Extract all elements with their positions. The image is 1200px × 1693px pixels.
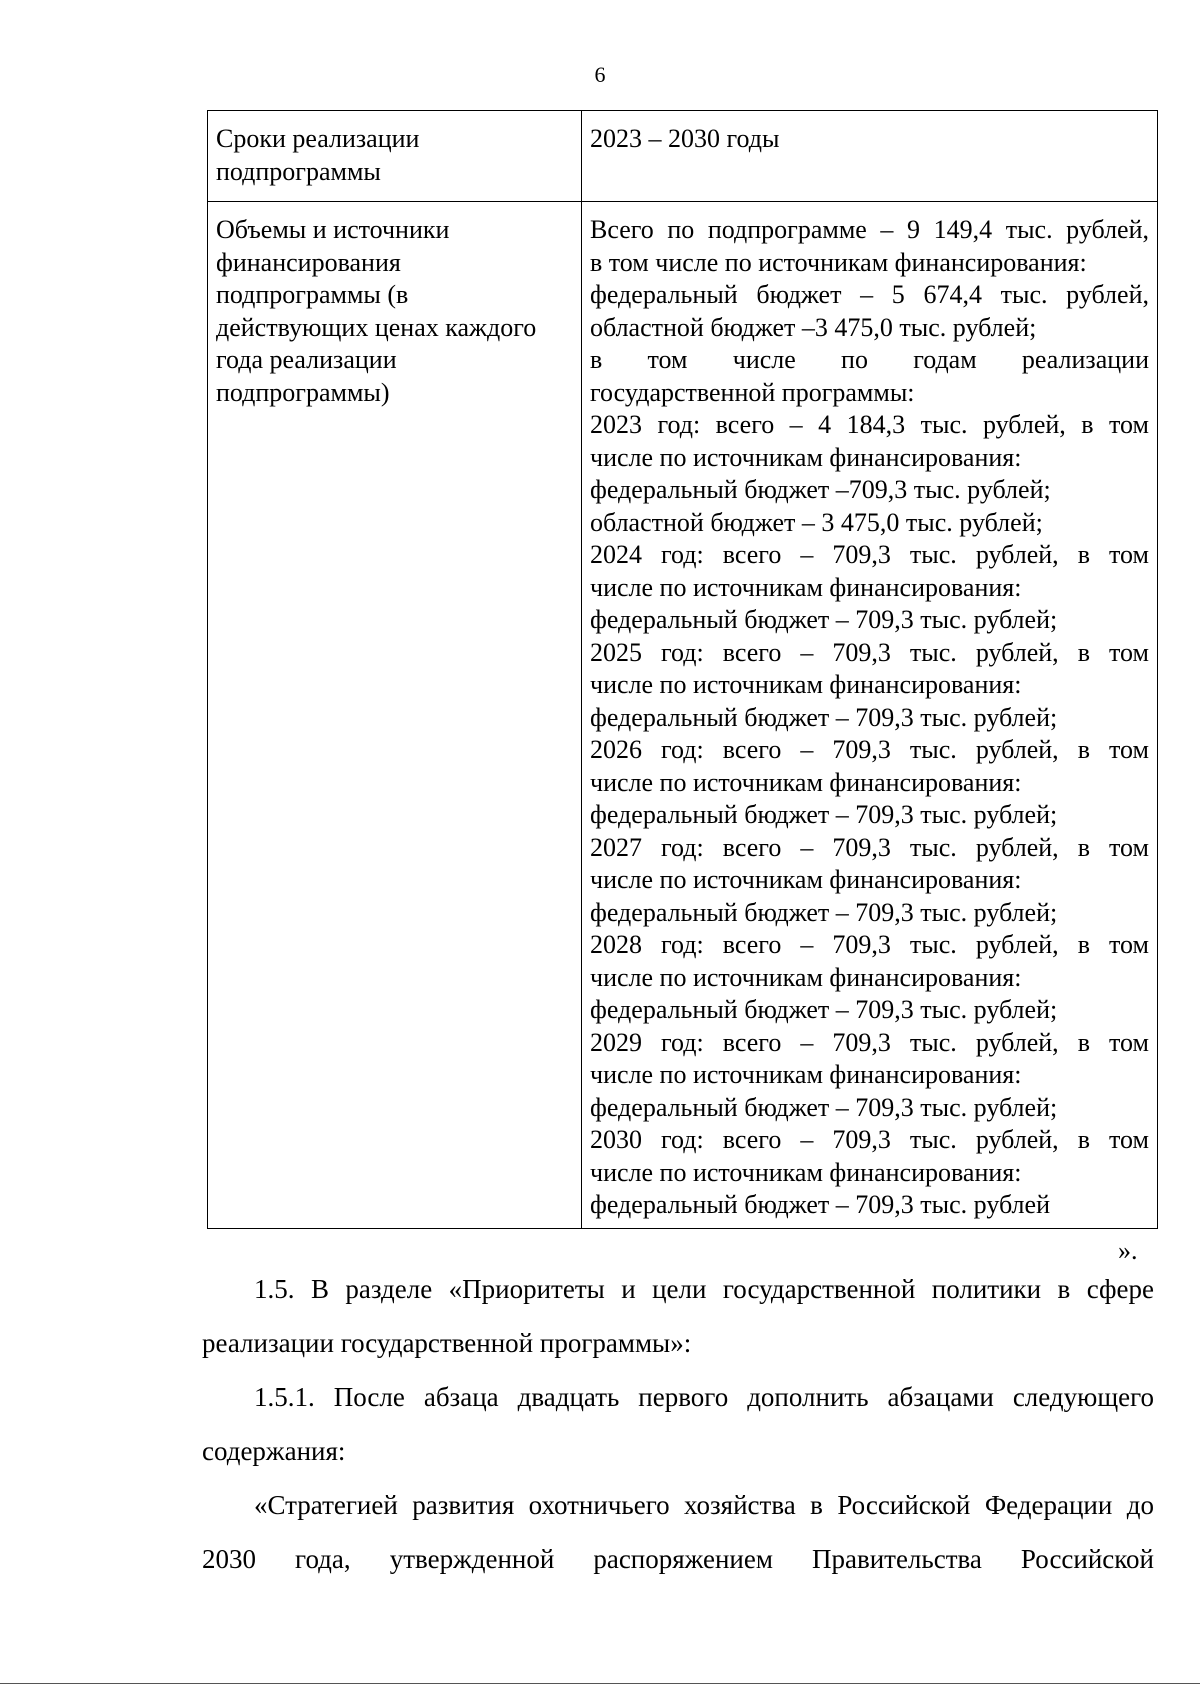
funding-value-line: федеральный бюджет – 709,3 тыс. рублей; bbox=[590, 995, 1058, 1024]
terms-value-cell bbox=[582, 111, 1158, 202]
funding-value-line: областной бюджет –3 475,0 тыс. рублей; bbox=[590, 312, 1037, 342]
funding-value-line: федеральный бюджет – 709,3 тыс. рублей; bbox=[590, 702, 1058, 732]
table-row-terms bbox=[208, 111, 1158, 202]
funding-value-line: числе по источникам финансирования: bbox=[590, 442, 1022, 472]
funding-value-line: в том числе по источникам финансирования: bbox=[590, 247, 1087, 277]
terms-label-line: подпрограммы bbox=[216, 156, 381, 186]
page-number: 6 bbox=[594, 62, 606, 87]
funding-label-line: финансирования bbox=[216, 247, 401, 277]
paragraph-line: 1.5. В разделе «Приоритеты и цели государственной политики в сфере bbox=[254, 1274, 1154, 1304]
funding-value-line: государственной программы: bbox=[590, 377, 915, 407]
funding-label-line: Объемы и источники bbox=[216, 215, 450, 244]
closing-quote: ». bbox=[1118, 1236, 1138, 1265]
funding-label-line: подпрограммы) bbox=[216, 377, 390, 407]
funding-value-line: 2029 год: всего – 709,3 тыс. рублей, в том bbox=[590, 1027, 1149, 1057]
funding-value-line: федеральный бюджет –709,3 тыс. рублей; bbox=[590, 475, 1051, 504]
funding-value-line: федеральный бюджет – 5 674,4 тыс. рублей, bbox=[590, 280, 1149, 309]
paragraph-line: содержания: bbox=[202, 1436, 346, 1466]
paragraph-1-5 bbox=[202, 1262, 1154, 1370]
funding-value-cell bbox=[582, 202, 1158, 1229]
funding-value-line: 2027 год: всего – 709,3 тыс. рублей, в том bbox=[590, 832, 1149, 862]
funding-value-line: 2025 год: всего – 709,3 тыс. рублей, в том bbox=[590, 637, 1149, 667]
funding-label-cell bbox=[208, 202, 582, 1229]
funding-value-line: федеральный бюджет – 709,3 тыс. рублей bbox=[590, 1190, 1050, 1219]
funding-value-line: федеральный бюджет – 709,3 тыс. рублей; bbox=[590, 800, 1058, 829]
funding-value-line: федеральный бюджет – 709,3 тыс. рублей; bbox=[590, 605, 1058, 634]
funding-label-line: подпрограммы (в bbox=[216, 280, 409, 309]
funding-value-line: в том числе по годам реализации bbox=[590, 345, 1149, 374]
paragraph-line: 2030 года, утвержденной распоряжением Правительства Российской bbox=[202, 1544, 1154, 1574]
funding-value-line: числе по источникам финансирования: bbox=[590, 670, 1022, 699]
funding-value-line: числе по источникам финансирования: bbox=[590, 767, 1022, 797]
paragraph-line: реализации государственной программы»: bbox=[202, 1328, 692, 1358]
paragraph-line: 1.5.1. После абзаца двадцать первого дополнить абзацами следующего bbox=[254, 1382, 1154, 1412]
funding-value-line: 2023 год: всего – 4 184,3 тыс. рублей, в том bbox=[590, 410, 1149, 439]
funding-label-line: действующих ценах каждого bbox=[216, 312, 537, 342]
terms-label-line: Сроки реализации bbox=[216, 124, 420, 153]
bottom-rule bbox=[0, 1683, 1200, 1684]
funding-value-line: числе по источникам финансирования: bbox=[590, 1060, 1022, 1089]
subprogram-passport-table bbox=[207, 110, 1158, 1229]
funding-value-line: Всего по подпрограмме – 9 149,4 тыс. рублей, bbox=[590, 215, 1149, 244]
paragraph-line: «Стратегией развития охотничьего хозяйства в Российской Федерации до bbox=[254, 1490, 1154, 1520]
funding-value-line: числе по источникам финансирования: bbox=[590, 865, 1022, 894]
funding-value-line: 2028 год: всего – 709,3 тыс. рублей, в том bbox=[590, 930, 1149, 959]
terms-label-cell bbox=[208, 111, 582, 202]
funding-value-line: 2030 год: всего – 709,3 тыс. рублей, в том bbox=[590, 1125, 1149, 1154]
funding-value-line: числе по источникам финансирования: bbox=[590, 572, 1022, 602]
terms-value-line: 2023 – 2030 годы bbox=[590, 124, 780, 153]
paragraph-strategy bbox=[202, 1478, 1154, 1586]
funding-value-line: числе по источникам финансирования: bbox=[590, 962, 1022, 992]
body-text bbox=[202, 1262, 1154, 1586]
funding-value-line: федеральный бюджет – 709,3 тыс. рублей; bbox=[590, 897, 1058, 927]
table-row-funding bbox=[208, 202, 1158, 1229]
funding-value-line: областной бюджет – 3 475,0 тыс. рублей; bbox=[590, 507, 1043, 537]
paragraph-1-5-1 bbox=[202, 1370, 1154, 1478]
funding-value-line: федеральный бюджет – 709,3 тыс. рублей; bbox=[590, 1092, 1058, 1122]
funding-value-line: 2026 год: всего – 709,3 тыс. рублей, в том bbox=[590, 735, 1149, 764]
funding-value-line: 2024 год: всего – 709,3 тыс. рублей, в том bbox=[590, 540, 1149, 569]
funding-value-line: числе по источникам финансирования: bbox=[590, 1157, 1022, 1187]
funding-label-line: года реализации bbox=[216, 345, 397, 374]
